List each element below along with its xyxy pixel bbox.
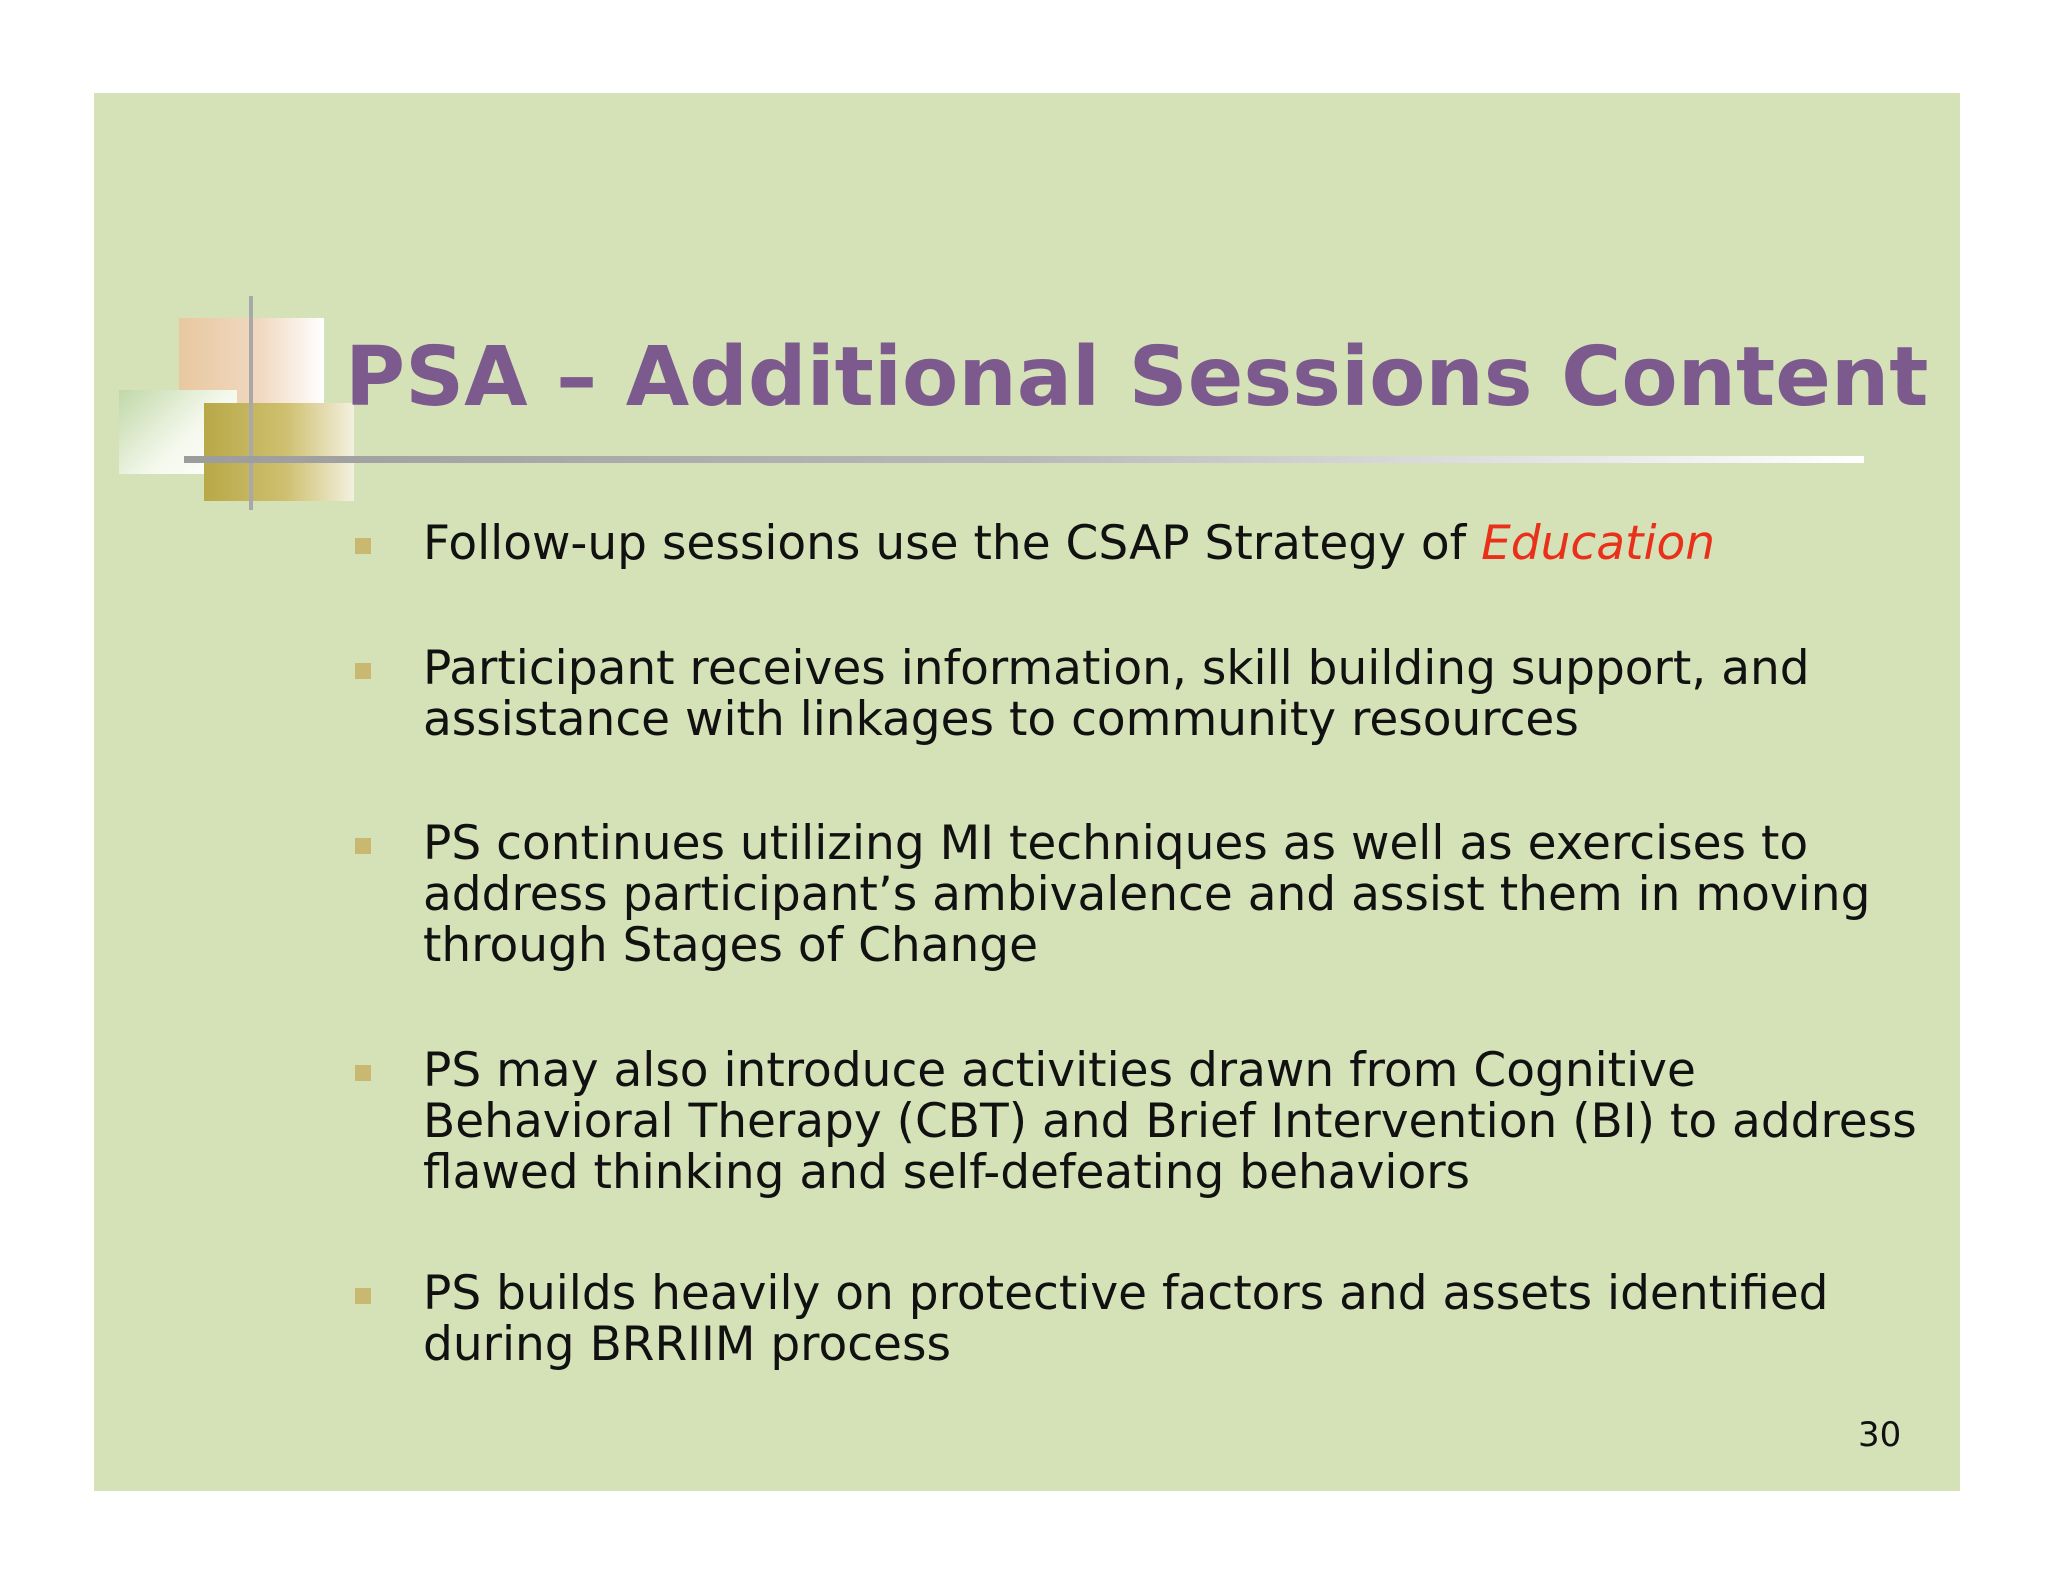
bullet-emphasis: Education (1481, 516, 1716, 571)
title-underline (184, 456, 1864, 463)
bullet-text: PS may also introduce activities drawn from Cognitive Behavioral Therapy (CBT) and Brief Intervention (BI) to address flawed thinking and self-defeating behaviors (423, 1043, 1917, 1200)
page-number: 30 (1858, 1415, 1902, 1455)
bullet-marker-icon (355, 1065, 371, 1081)
bullet-marker-icon (355, 663, 371, 679)
bullet-marker-icon (355, 538, 371, 554)
decorative-square-olive (204, 403, 354, 501)
bullet-marker-icon (355, 1288, 371, 1304)
bullet-marker-icon (355, 838, 371, 854)
slide-title: PSA – Additional Sessions Content (345, 330, 1929, 425)
decorative-vertical-line (249, 296, 253, 510)
bullet-text: PS builds heavily on protective factors and assets identified during BRRIIM process (423, 1266, 1829, 1372)
bullet-text: PS continues utilizing MI techniques as well as exercises to address participant’s ambivalence and assist them in moving through Stages of Change (423, 816, 1871, 973)
bullet-text: Participant receives information, skill building support, and assistance with linkages to community resources (423, 641, 1810, 747)
bullet-text: Follow-up sessions use the CSAP Strategy of (423, 516, 1482, 571)
